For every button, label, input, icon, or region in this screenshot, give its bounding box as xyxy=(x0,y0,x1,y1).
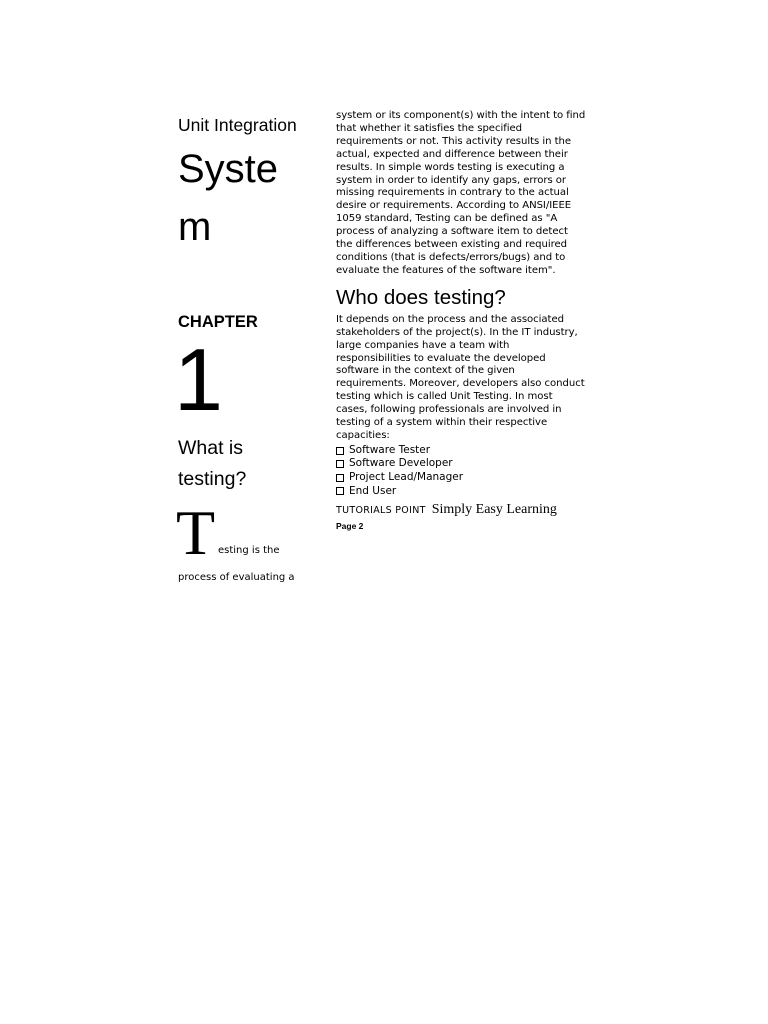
unit-integration-label: Unit Integration xyxy=(178,115,297,135)
roles-list xyxy=(336,444,586,498)
footer-tagline: Simply Easy Learning xyxy=(431,502,557,518)
chapter-label: CHAPTER xyxy=(178,313,258,331)
list-item xyxy=(336,485,586,499)
who-heading: Who does testing? xyxy=(336,285,506,309)
page-number: Page 2 xyxy=(336,521,364,532)
role-label: Software Developer xyxy=(349,457,453,470)
list-item xyxy=(336,444,586,458)
role-label: Software Tester xyxy=(349,443,431,456)
main-content xyxy=(336,110,586,531)
intro-dropcap-block xyxy=(176,497,308,595)
system-title: System xyxy=(178,147,279,249)
dropcap-text: esting is the xyxy=(218,545,280,556)
chapter-number: 1 xyxy=(174,330,223,429)
who-paragraph: It depends on the process and the associated stakeholders of the project(s). In the IT industry, large companies have a team with responsibilities to evaluate the developed software in the context of the given requirements. Moreover, developers also conduct testing which is called Unit Testing. In most cases, following professionals are involved in testing of a system within their respective capacities: xyxy=(336,313,585,441)
dropcap-text-line2: process of evaluating a xyxy=(178,572,295,583)
sidebar xyxy=(174,112,308,595)
checkbox-icon xyxy=(336,487,344,495)
section-heading: What is testing? xyxy=(178,437,247,490)
role-label: Project Lead/Manager xyxy=(349,471,464,484)
role-label: End User xyxy=(349,484,397,497)
page-footer xyxy=(336,500,586,518)
intro-paragraph: system or its component(s) with the intent to find that whether it satisfies the specified requirements or not. This activity results in the actual, expected and difference between their results. In simple words testing is executing a system in order to identify any gaps, errors or missing requirements in contrary to the actual desire or requirements. According to ANSI/IEEE 1059 standard, Testing can be defined as "A process of analyzing a software item to detect the differences between existing and required conditions (that is defects/errors/bugs) and to evaluate the features of the software item". xyxy=(336,110,586,276)
checkbox-icon xyxy=(336,447,344,455)
dropcap-letter: T xyxy=(176,497,216,568)
list-item xyxy=(336,471,586,485)
list-item xyxy=(336,457,586,471)
footer-brand: TUTORIALS POINT xyxy=(336,505,426,517)
checkbox-icon xyxy=(336,474,344,482)
checkbox-icon xyxy=(336,460,344,468)
